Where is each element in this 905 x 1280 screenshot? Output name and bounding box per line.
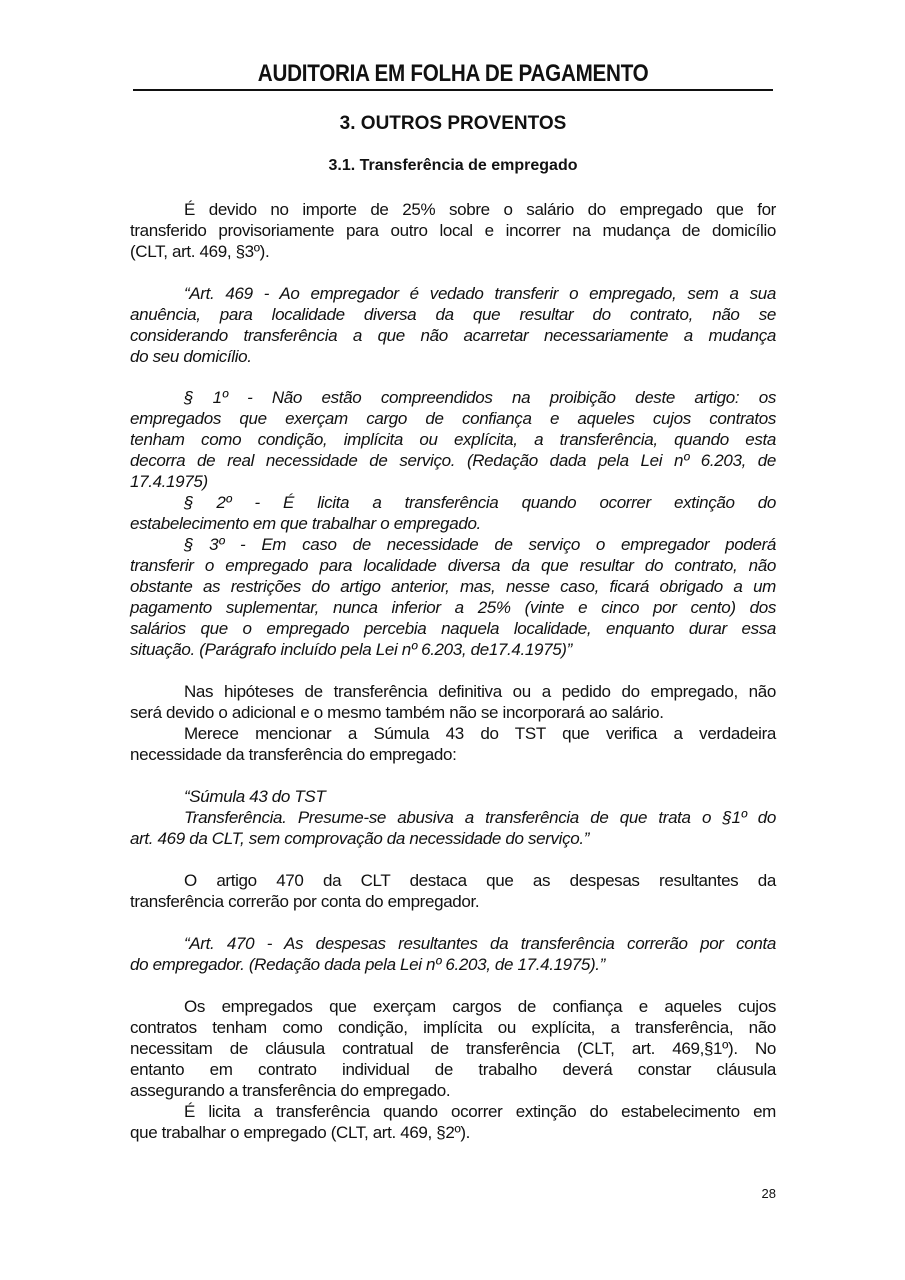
text-line: transferir o empregado para localidade diversa da que resultar do contrato, não xyxy=(130,556,776,575)
text-line: § 3º - Em caso de necessidade de serviço o empregador poderá xyxy=(184,535,776,554)
text-line: necessitam de cláusula contratual de transferência (CLT, art. 469,§1º). No xyxy=(130,1039,776,1058)
text-line: Merece mencionar a Súmula 43 do TST que verifica a verdadeira xyxy=(184,724,776,743)
paragraph xyxy=(130,283,776,367)
paragraph xyxy=(130,387,776,492)
text-line: salários que o empregado percebia naquela localidade, enquanto durar essa xyxy=(130,619,776,638)
section-title: 3. OUTROS PROVENTOS xyxy=(339,113,567,134)
text-line: será devido o adicional e o mesmo também não se incorporará ao salário. xyxy=(130,703,664,722)
text-line: É devido no importe de 25% sobre o salário do empregado que for xyxy=(184,200,776,219)
text-line: transferência correrão por conta do empregador. xyxy=(130,892,480,911)
text-line: assegurando a transferência do empregado. xyxy=(130,1081,451,1100)
text-line: Nas hipóteses de transferência definitiva ou a pedido do empregado, não xyxy=(184,682,776,701)
text-line: É licita a transferência quando ocorrer extinção do estabelecimento em xyxy=(184,1102,776,1121)
text-line: “Súmula 43 do TST xyxy=(184,787,326,806)
text-line: considerando transferência a que não acarretar necessariamente a mudança xyxy=(130,326,776,345)
text-block xyxy=(130,681,776,765)
running-header xyxy=(133,58,773,91)
text-block xyxy=(130,870,776,912)
paragraph xyxy=(130,1101,776,1143)
page-number: 28 xyxy=(761,1186,776,1201)
paragraph xyxy=(130,807,776,849)
text-line: do empregador. (Redação dada pela Lei nº 6.203, de 17.4.1975).” xyxy=(130,955,605,974)
text-line: contratos tenham como condição, implícita ou explícita, a transferência, não xyxy=(130,1018,776,1037)
quote-block xyxy=(130,933,776,975)
text-line: Transferência. Presume-se abusiva a transferência de que trata o §1º do xyxy=(184,808,776,827)
text-line: transferido provisoriamente para outro local e incorrer na mudança de domicílio xyxy=(130,221,776,240)
text-line: pagamento suplementar, nunca inferior a 25% (vinte e cinco por cento) dos xyxy=(130,598,776,617)
paragraph xyxy=(130,996,776,1101)
text-line: art. 469 da CLT, sem comprovação da necessidade do serviço.” xyxy=(130,829,590,848)
text-line: 17.4.1975) xyxy=(130,472,208,491)
paragraph xyxy=(130,723,776,765)
text-block xyxy=(130,199,776,262)
text-line: § 1º - Não estão compreendidos na proibição deste artigo: os xyxy=(184,388,776,407)
quote-block xyxy=(130,387,776,660)
header-title: AUDITORIA EM FOLHA DE PAGAMENTO xyxy=(257,60,649,87)
quote-block xyxy=(130,786,776,849)
paragraph xyxy=(130,786,776,807)
quote-block xyxy=(130,283,776,367)
subsection-title: 3.1. Transferência de empregado xyxy=(328,157,578,174)
text-line: § 2º - É licita a transferência quando ocorrer extinção do xyxy=(184,493,776,512)
text-line: situação. (Parágrafo incluído pela Lei nº 6.203, de17.4.1975)” xyxy=(130,640,572,659)
paragraph xyxy=(130,933,776,975)
text-line: necessidade da transferência do empregado: xyxy=(130,745,457,764)
text-line: estabelecimento em que trabalhar o empregado. xyxy=(130,514,481,533)
text-line: empregados que exerçam cargo de confiança e aqueles cujos contratos xyxy=(130,409,776,428)
paragraph xyxy=(130,681,776,723)
text-line: O artigo 470 da CLT destaca que as despesas resultantes da xyxy=(184,871,776,890)
text-line: (CLT, art. 469, §3º). xyxy=(130,242,270,261)
text-line: “Art. 469 - Ao empregador é vedado transferir o empregado, sem a sua xyxy=(184,284,776,303)
text-line: decorra de real necessidade de serviço. (Redação dada pela Lei nº 6.203, de xyxy=(130,451,776,470)
text-line: “Art. 470 - As despesas resultantes da transferência correrão por conta xyxy=(184,934,776,953)
text-line: do seu domicílio. xyxy=(130,347,252,366)
text-line: que trabalhar o empregado (CLT, art. 469, §2º). xyxy=(130,1123,471,1142)
text-line: Os empregados que exerçam cargos de confiança e aqueles cujos xyxy=(184,997,776,1016)
text-line: tenham como condição, implícita ou explícita, a transferência, quando esta xyxy=(130,430,776,449)
paragraph xyxy=(130,870,776,912)
paragraph xyxy=(130,534,776,660)
text-line: entanto em contrato individual de trabalho deverá constar cláusula xyxy=(130,1060,776,1079)
text-block xyxy=(130,996,776,1143)
paragraph xyxy=(130,492,776,534)
text-line: obstante as restrições do artigo anterior, mas, nesse caso, ficará obrigado a um xyxy=(130,577,776,596)
text-line: anuência, para localidade diversa da que resultar do contrato, não se xyxy=(130,305,776,324)
paragraph xyxy=(130,199,776,262)
